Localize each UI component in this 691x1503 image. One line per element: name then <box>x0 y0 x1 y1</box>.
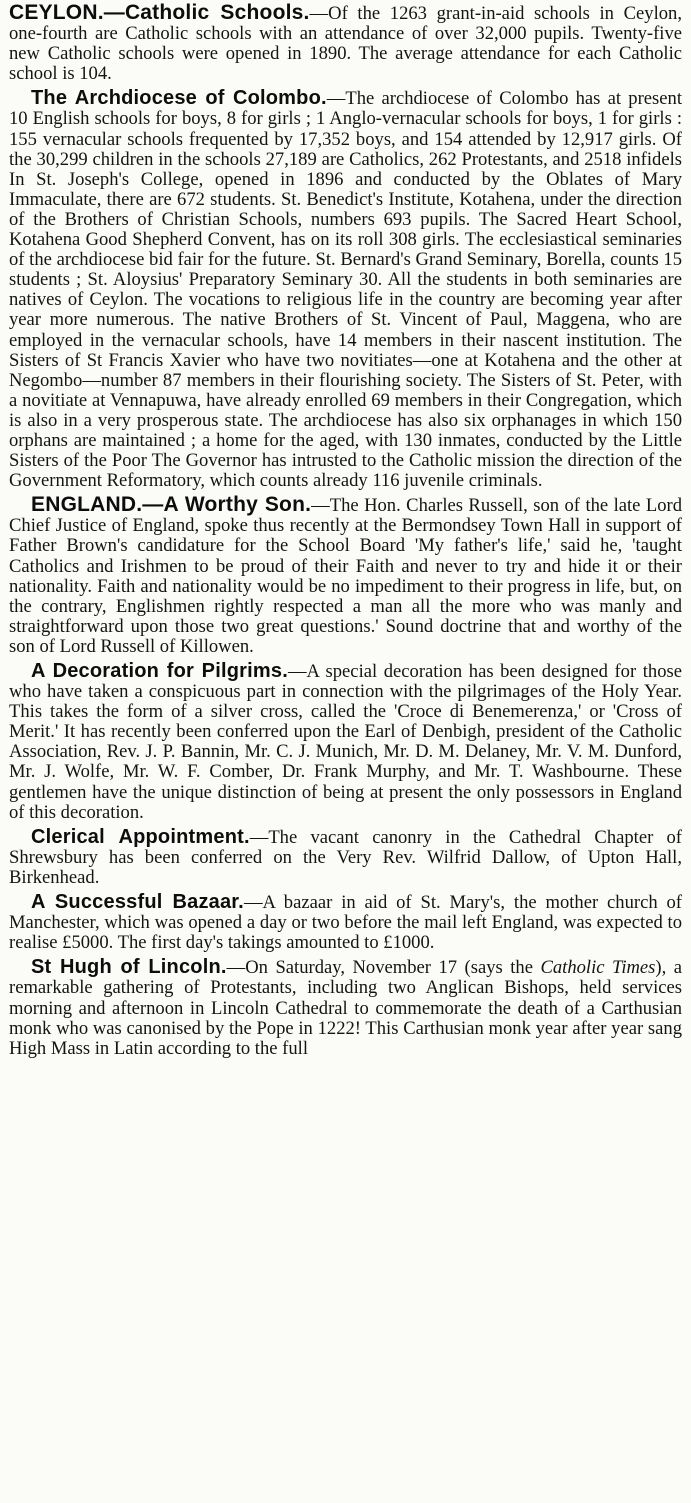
article-st-hugh-lincoln <box>9 957 682 1058</box>
article-body: Of the 1263 grant-in-aid schools in Ceylon, one-fourth are Catholic schools with an attendance of over 32,000 pupils. Twenty-five new Catholic schools were opened in 1890. The average attendance for each Catholic school is 104. <box>9 3 682 85</box>
article-heading: The Archdiocese of Colombo. <box>31 87 327 110</box>
article-heading: St Hugh of Lincoln. <box>31 956 227 979</box>
heading-dash: — <box>226 957 246 979</box>
article-successful-bazaar <box>9 892 682 953</box>
heading-dash: — <box>311 495 330 517</box>
article-body-rest: ), a remarkable gathering of Protestants, including two Anglican Bishops, held services morning and afternoon in Lincoln Cathedral to commemorate the death of a Carthusian monk who was canonised by the Pope in 1222! This Carthusian monk year after year sang High Mass in Latin according to the full <box>9 957 682 1059</box>
article-body: A special decoration has been designed for those who have taken a conspicuous part in connection with the pilgrimages of the Holy Year. This takes the form of a silver cross, called the 'Croce di Benemerenza,' or 'Cross of Merit.' It has recently been conferred upon the Earl of Denbigh, president of the Catholic Association, Rev. J. P. Bannin, Mr. C. J. Munich, Mr. D. M. Delaney, Mr. V. M. Dunford, Mr. J. Wolfe, Mr. W. F. Comber, Dr. Frank Murphy, and Mr. T. Washbourne. These gentlemen have the unique distinction of being at present the only possessors in England of this decoration. <box>9 661 682 823</box>
article-body: The vacant canonry in the Cathedral Chapter of Shrewsbury has been conferred on the Very Rev. Wilfrid Dallow, of Upton Hall, Birkenhead. <box>9 826 682 888</box>
article-heading: A Successful Bazaar. <box>31 891 244 914</box>
heading-dash: — <box>326 88 346 110</box>
article-body: A bazaar in aid of St. Mary's, the mother church of Manchester, which was opened a day or two before the mail left England, was expected to realise £5000. The first day's takings amounted to £1000. <box>9 892 682 954</box>
heading-dash: — <box>243 892 263 914</box>
article-heading: ENGLAND.—A Worthy Son. <box>31 493 312 517</box>
article-archdiocese-colombo <box>9 88 682 491</box>
heading-dash: — <box>249 826 269 848</box>
article-heading: A Decoration for Pilgrims. <box>31 660 288 682</box>
article-decoration-pilgrims <box>9 661 682 823</box>
newspaper-column <box>9 0 682 1498</box>
article-ceylon-schools <box>9 3 682 84</box>
article-body-start: On Saturday, November 17 (says the <box>245 957 541 979</box>
article-body: The archdiocese of Colombo has at present 10 English schools for boys, 8 for girls ; 1 Anglo-vernacular schools for boys, 1 for girls : 155 vernacular schools frequented by 17,352 boys, and 154 attended by 12,917 girls. Of the 30,299 children in the schools 27,189 are Catholics, 262 Protestants, and 2518 infidels In St. Joseph's College, opened in 1896 and conducted by the Oblates of Mary Immaculate, there are 672 students. St. Benedict's Institute, Kotahena, under the direction of the Brothers of Christian Schools, numbers 693 pupils. The Sacred Heart School, Kotahena Good Shepherd Convent, has on its roll 308 girls. The ecclesiastical seminaries of the archdiocese bid fair for the future. St. Bernard's Grand Seminary, Borella, counts 15 students ; St. Aloysius' Preparatory Seminary 30. All the students in both seminaries are natives of Ceylon. The vocations to religious life in the country are becoming year after year more numerous. The native Brothers of St. Vincent of Paul, Maggena, who are employed in the vernacular schools, have 14 members in their nascent institution. The Sisters of St Francis Xavier who have two novitiates—one at Kotahena and the other at Negombo—number 87 members in their flourishing society. The Sisters of St. Peter, with a novitiate at Vennapuwa, have already enrolled 69 members in their Congregation, which is also in a very prosperous state. The archdiocese has also six orphanages in which 150 orphans are maintained ; a home for the aged, with 130 inmates, conducted by the Little Sisters of the Poor The Governor has intrusted to the Catholic mission the direction of the Government Reformatory, which counts already 116 juvenile criminals. <box>9 88 682 492</box>
heading-dash: — <box>287 661 307 682</box>
article-body: The Hon. Charles Russell, son of the late Lord Chief Justice of England, spoke thus recently at the Bermondsey Town Hall in support of Father Brown's candidature for the School Board 'My father's life,' said he, 'taught Catholics and Irishmen to be proud of their Faith and never to try and hide it or their nationality. Faith and nationality would be no impediment to their progress in life, but, on the contrary, Englishmen rightly respected a man all the more who was manly and straightforward upon those two great questions.' Sound doctrine that and worthy of the son of Lord Russell of Killowen. <box>9 495 682 657</box>
article-heading: CEYLON.—Catholic Schools. <box>9 1 310 24</box>
article-heading: Clerical Appointment. <box>31 825 250 848</box>
publication-title: Catholic Times <box>540 957 656 979</box>
article-worthy-son <box>9 495 682 657</box>
article-clerical-appointment <box>9 827 682 888</box>
heading-dash: — <box>309 3 329 24</box>
